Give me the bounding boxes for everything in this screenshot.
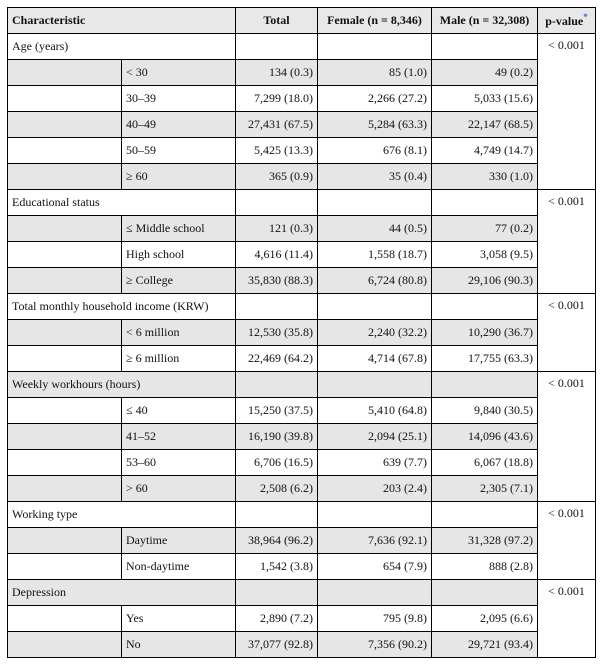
group-pvalue: < 0.001 — [538, 190, 596, 294]
cell-total: 6,706 (16.5) — [236, 450, 318, 476]
cell-total: 365 (0.9) — [236, 164, 318, 190]
row-label: Non-daytime — [122, 554, 236, 580]
cell-male: 14,096 (43.6) — [432, 424, 538, 450]
empty-cell — [432, 580, 538, 606]
cell-total: 37,077 (92.8) — [236, 632, 318, 658]
cell-total: 2,890 (7.2) — [236, 606, 318, 632]
cell-female: 7,636 (92.1) — [318, 528, 432, 554]
cell-total: 121 (0.3) — [236, 216, 318, 242]
table-row — [8, 554, 596, 580]
cell-total: 35,830 (88.3) — [236, 268, 318, 294]
empty-cell — [432, 190, 538, 216]
indent-cell — [8, 528, 122, 554]
cell-total: 4,616 (11.4) — [236, 242, 318, 268]
empty-cell — [432, 372, 538, 398]
cell-total: 22,469 (64.2) — [236, 346, 318, 372]
cell-male: 330 (1.0) — [432, 164, 538, 190]
row-label: ≥ College — [122, 268, 236, 294]
cell-female: 654 (7.9) — [318, 554, 432, 580]
empty-cell — [236, 372, 318, 398]
header-female: Female (n = 8,346) — [318, 8, 432, 34]
row-label: > 60 — [122, 476, 236, 502]
row-label: ≥ 60 — [122, 164, 236, 190]
table-row — [8, 268, 596, 294]
cell-total: 12,530 (35.8) — [236, 320, 318, 346]
group-pvalue: < 0.001 — [538, 294, 596, 372]
indent-cell — [8, 164, 122, 190]
cell-male: 9,840 (30.5) — [432, 398, 538, 424]
table-row — [8, 398, 596, 424]
indent-cell — [8, 554, 122, 580]
cell-female: 639 (7.7) — [318, 450, 432, 476]
cell-female: 5,284 (63.3) — [318, 112, 432, 138]
cell-female: 2,266 (27.2) — [318, 86, 432, 112]
group-header-row — [8, 502, 596, 528]
cell-male: 31,328 (97.2) — [432, 528, 538, 554]
indent-cell — [8, 268, 122, 294]
cell-total: 5,425 (13.3) — [236, 138, 318, 164]
row-label: 53–60 — [122, 450, 236, 476]
table-row — [8, 86, 596, 112]
empty-cell — [236, 294, 318, 320]
cell-female: 1,558 (18.7) — [318, 242, 432, 268]
table-row — [8, 112, 596, 138]
row-label: < 6 million — [122, 320, 236, 346]
cell-female: 5,410 (64.8) — [318, 398, 432, 424]
indent-cell — [8, 138, 122, 164]
indent-cell — [8, 476, 122, 502]
table-row — [8, 476, 596, 502]
header-male: Male (n = 32,308) — [432, 8, 538, 34]
row-label: 30–39 — [122, 86, 236, 112]
characteristics-table — [7, 7, 596, 658]
header-total: Total — [236, 8, 318, 34]
row-label: Yes — [122, 606, 236, 632]
cell-male: 3,058 (9.5) — [432, 242, 538, 268]
table-row — [8, 320, 596, 346]
row-label: No — [122, 632, 236, 658]
empty-cell — [432, 34, 538, 60]
pvalue-footnote-mark: * — [583, 12, 588, 22]
cell-female: 6,724 (80.8) — [318, 268, 432, 294]
header-pvalue — [538, 8, 596, 34]
header-pvalue-label: p-value — [545, 14, 584, 28]
row-label: High school — [122, 242, 236, 268]
group-pvalue: < 0.001 — [538, 502, 596, 580]
empty-cell — [318, 34, 432, 60]
empty-cell — [236, 502, 318, 528]
group-label: Weekly workhours (hours) — [8, 372, 236, 398]
row-label: 41–52 — [122, 424, 236, 450]
indent-cell — [8, 606, 122, 632]
cell-female: 4,714 (67.8) — [318, 346, 432, 372]
cell-female: 35 (0.4) — [318, 164, 432, 190]
indent-cell — [8, 632, 122, 658]
table-row — [8, 346, 596, 372]
cell-male: 77 (0.2) — [432, 216, 538, 242]
group-header-row — [8, 34, 596, 60]
cell-female: 203 (2.4) — [318, 476, 432, 502]
cell-female: 2,094 (25.1) — [318, 424, 432, 450]
group-header-row — [8, 190, 596, 216]
cell-total: 134 (0.3) — [236, 60, 318, 86]
empty-cell — [236, 190, 318, 216]
group-header-row — [8, 294, 596, 320]
indent-cell — [8, 60, 122, 86]
table-row — [8, 632, 596, 658]
table-row — [8, 242, 596, 268]
table-row — [8, 450, 596, 476]
header-characteristic: Characteristic — [8, 8, 236, 34]
indent-cell — [8, 450, 122, 476]
empty-cell — [318, 502, 432, 528]
empty-cell — [318, 294, 432, 320]
empty-cell — [236, 34, 318, 60]
table-body — [8, 34, 596, 658]
table-row — [8, 138, 596, 164]
group-label: Age (years) — [8, 34, 236, 60]
cell-male: 29,106 (90.3) — [432, 268, 538, 294]
cell-total: 15,250 (37.5) — [236, 398, 318, 424]
cell-male: 2,305 (7.1) — [432, 476, 538, 502]
cell-male: 17,755 (63.3) — [432, 346, 538, 372]
cell-female: 44 (0.5) — [318, 216, 432, 242]
row-label: 50–59 — [122, 138, 236, 164]
group-pvalue: < 0.001 — [538, 372, 596, 502]
row-label: ≥ 6 million — [122, 346, 236, 372]
cell-female: 2,240 (32.2) — [318, 320, 432, 346]
cell-male: 888 (2.8) — [432, 554, 538, 580]
empty-cell — [432, 502, 538, 528]
indent-cell — [8, 112, 122, 138]
table-row — [8, 164, 596, 190]
table-row — [8, 216, 596, 242]
cell-female: 676 (8.1) — [318, 138, 432, 164]
empty-cell — [318, 190, 432, 216]
header-row — [8, 8, 596, 34]
cell-total: 16,190 (39.8) — [236, 424, 318, 450]
cell-male: 6,067 (18.8) — [432, 450, 538, 476]
cell-male: 4,749 (14.7) — [432, 138, 538, 164]
indent-cell — [8, 320, 122, 346]
row-label: 40–49 — [122, 112, 236, 138]
row-label: ≤ 40 — [122, 398, 236, 424]
table-row — [8, 424, 596, 450]
characteristics-table-wrapper — [7, 7, 596, 658]
cell-female: 85 (1.0) — [318, 60, 432, 86]
indent-cell — [8, 242, 122, 268]
empty-cell — [318, 580, 432, 606]
row-label: ≤ Middle school — [122, 216, 236, 242]
cell-male: 29,721 (93.4) — [432, 632, 538, 658]
row-label: Daytime — [122, 528, 236, 554]
group-pvalue: < 0.001 — [538, 34, 596, 190]
cell-total: 1,542 (3.8) — [236, 554, 318, 580]
indent-cell — [8, 86, 122, 112]
cell-male: 49 (0.2) — [432, 60, 538, 86]
cell-total: 7,299 (18.0) — [236, 86, 318, 112]
table-row — [8, 606, 596, 632]
group-label: Educational status — [8, 190, 236, 216]
cell-female: 7,356 (90.2) — [318, 632, 432, 658]
indent-cell — [8, 216, 122, 242]
indent-cell — [8, 424, 122, 450]
empty-cell — [318, 372, 432, 398]
group-label: Depression — [8, 580, 236, 606]
group-pvalue: < 0.001 — [538, 580, 596, 658]
cell-male: 2,095 (6.6) — [432, 606, 538, 632]
cell-male: 5,033 (15.6) — [432, 86, 538, 112]
group-header-row — [8, 372, 596, 398]
cell-total: 2,508 (6.2) — [236, 476, 318, 502]
cell-total: 27,431 (67.5) — [236, 112, 318, 138]
group-header-row — [8, 580, 596, 606]
cell-male: 10,290 (36.7) — [432, 320, 538, 346]
empty-cell — [236, 580, 318, 606]
cell-total: 38,964 (96.2) — [236, 528, 318, 554]
group-label: Working type — [8, 502, 236, 528]
group-label: Total monthly household income (KRW) — [8, 294, 236, 320]
empty-cell — [432, 294, 538, 320]
table-row — [8, 528, 596, 554]
row-label: < 30 — [122, 60, 236, 86]
indent-cell — [8, 346, 122, 372]
table-row — [8, 60, 596, 86]
cell-female: 795 (9.8) — [318, 606, 432, 632]
indent-cell — [8, 398, 122, 424]
cell-male: 22,147 (68.5) — [432, 112, 538, 138]
